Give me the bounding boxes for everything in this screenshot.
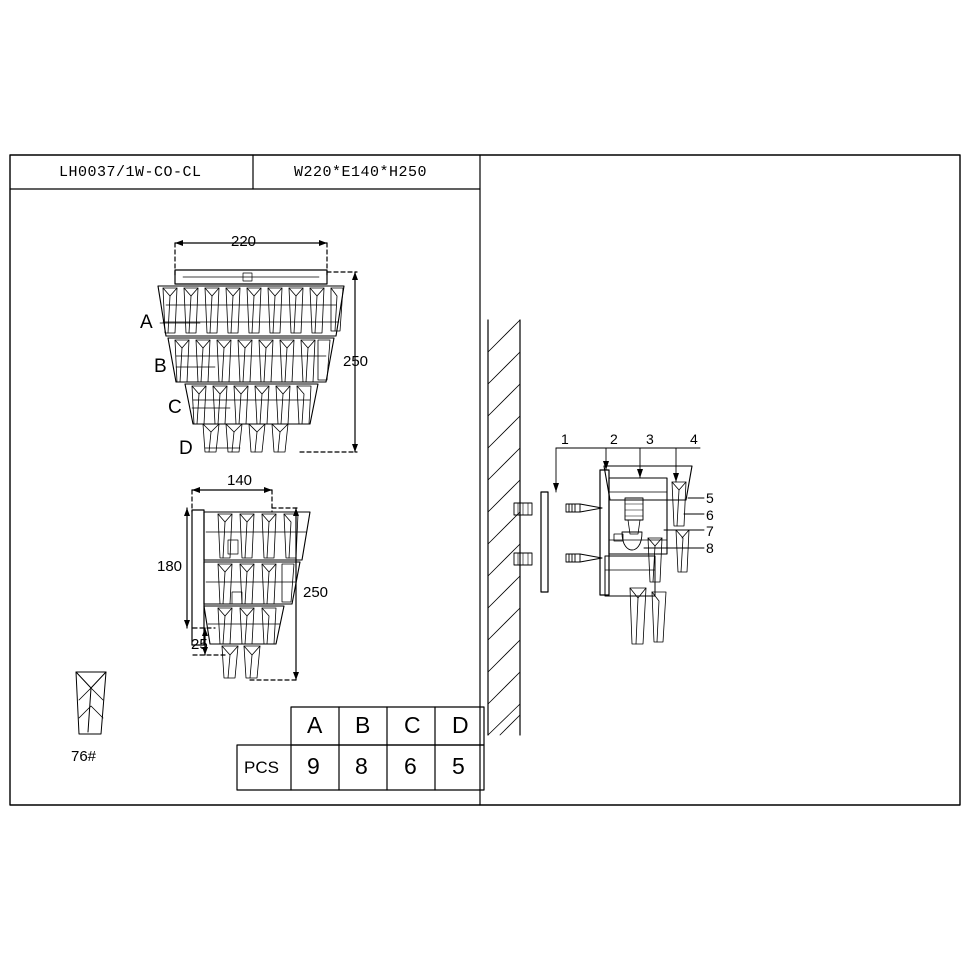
table-value-a: 9 — [307, 753, 320, 779]
side-body-height-dimension: 180 — [157, 558, 183, 575]
table-header-a: A — [307, 712, 323, 738]
table-header-c: C — [404, 712, 421, 738]
callout-7: 7 — [706, 523, 714, 539]
callout-5: 5 — [706, 490, 714, 506]
callout-1: 1 — [561, 431, 569, 447]
side-base-dimension: 25 — [191, 636, 208, 653]
callout-4: 4 — [690, 431, 698, 447]
tier-label-a: A — [140, 312, 153, 333]
table-header-d: D — [452, 712, 469, 738]
dimensions-code: W220*E140*H250 — [294, 164, 428, 181]
tier-label-b: B — [154, 356, 167, 377]
table-value-c: 6 — [404, 753, 417, 779]
table-value-d: 5 — [452, 753, 465, 779]
model-code: LH0037/1W-CO-CL — [59, 164, 202, 181]
table-value-b: 8 — [355, 753, 368, 779]
tier-label-c: C — [168, 397, 182, 418]
tier-label-d: D — [179, 438, 193, 459]
callout-8: 8 — [706, 540, 714, 556]
front-width-dimension: 220 — [231, 233, 257, 250]
side-total-height-dimension: 250 — [303, 584, 329, 601]
front-height-dimension: 250 — [343, 353, 369, 370]
callout-3: 3 — [646, 431, 654, 447]
side-depth-dimension: 140 — [227, 472, 253, 489]
callout-2: 2 — [610, 431, 618, 447]
callout-6: 6 — [706, 507, 714, 523]
table-header-b: B — [355, 712, 371, 738]
crystal-sample-label: 76# — [71, 748, 97, 765]
table-row-label: PCS — [244, 758, 279, 777]
